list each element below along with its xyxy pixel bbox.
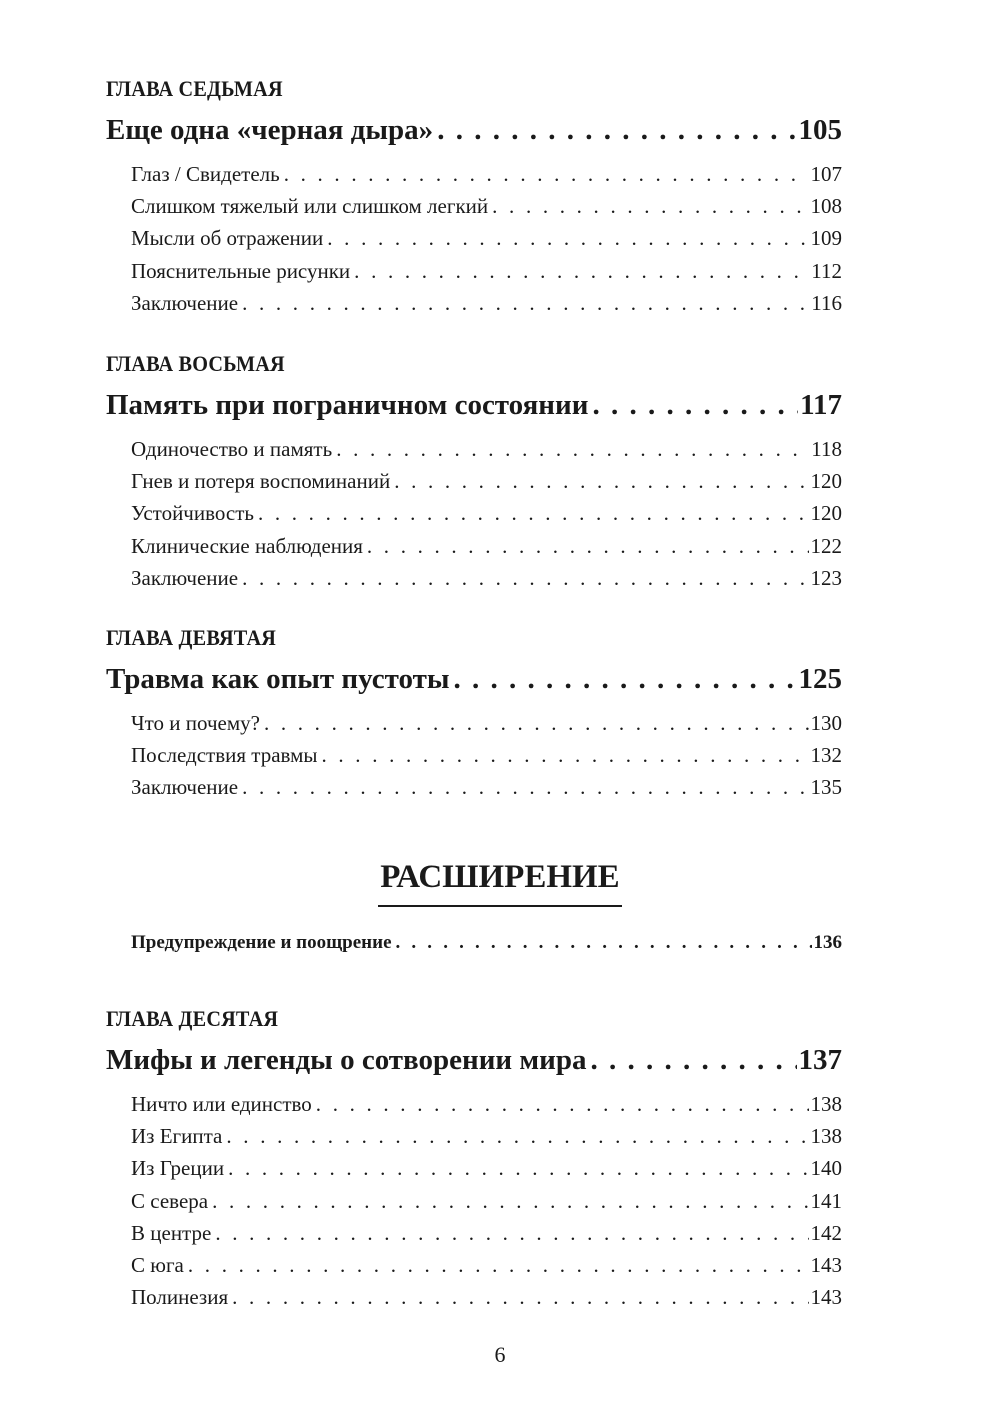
dot-leader (284, 158, 809, 190)
entry-title: Заключение (131, 565, 239, 590)
toc-entry[interactable] (131, 707, 842, 739)
page-ref: 135 (810, 775, 842, 800)
toc-entry[interactable] (131, 255, 842, 287)
dot-leader (258, 497, 809, 529)
toc-entry[interactable] (131, 1217, 842, 1249)
page-ref: 125 (798, 663, 842, 695)
part-intro (106, 928, 842, 958)
dot-leader (316, 1088, 809, 1120)
toc-entry[interactable] (131, 433, 842, 465)
dot-leader (327, 222, 808, 254)
chapter-title-entry[interactable] (106, 385, 842, 425)
chapter-title: Травма как опыт пустоты (106, 663, 450, 695)
dot-leader (592, 385, 798, 425)
dot-leader (212, 1185, 808, 1217)
entry-title: Глаз / Свидетель (131, 162, 280, 186)
dot-leader (437, 110, 796, 150)
entry-title: Заключение (131, 290, 239, 315)
section-list (106, 707, 842, 804)
dot-leader (396, 928, 812, 958)
page-ref: 118 (811, 437, 842, 461)
chapter-ten (106, 1004, 842, 1313)
toc-entry[interactable] (131, 1120, 842, 1152)
page-ref: 132 (810, 743, 842, 768)
toc-entry[interactable] (131, 562, 842, 594)
chapter-title-entry[interactable] (106, 659, 842, 699)
entry-title: Пояснительные рисунки (131, 258, 351, 283)
toc-entry[interactable] (131, 287, 842, 319)
dot-leader (322, 739, 809, 771)
section-list (106, 1088, 842, 1313)
toc-entry[interactable] (131, 739, 842, 771)
dot-leader (590, 1040, 796, 1080)
page-ref: 122 (810, 533, 842, 558)
page-ref: 117 (800, 389, 842, 421)
toc-entry[interactable] (131, 1185, 842, 1217)
dot-leader (228, 1152, 808, 1184)
section-list (106, 158, 842, 319)
entry-title: Устойчивость (131, 501, 254, 526)
dot-leader (215, 1217, 808, 1249)
page-ref: 112 (811, 258, 842, 283)
chapter-eight (106, 349, 842, 594)
page-ref: 107 (810, 162, 842, 186)
toc-entry[interactable] (131, 530, 842, 562)
entry-title: Мысли об отражении (131, 226, 324, 251)
page-ref: 143 (810, 1285, 842, 1310)
entry-title: Слишком тяжелый или слишком легкий (131, 194, 489, 219)
dot-leader (336, 433, 809, 465)
chapter-label: ГЛАВА ДЕСЯТАЯ (106, 1006, 279, 1031)
page-ref: 120 (810, 469, 842, 494)
page-ref: 116 (811, 290, 842, 315)
page-ref: 120 (810, 501, 842, 526)
chapter-title-entry[interactable] (106, 1040, 842, 1080)
page-ref: 123 (810, 565, 842, 590)
chapter-label: ГЛАВА ВОСЬМАЯ (106, 351, 285, 376)
page-ref: 105 (798, 114, 842, 146)
page-ref: 143 (810, 1252, 842, 1277)
entry-title: Из Египта (131, 1124, 223, 1149)
chapter-label: ГЛАВА ДЕВЯТАЯ (106, 625, 277, 650)
page-ref: 130 (810, 711, 842, 735)
entry-title: С юга (131, 1252, 184, 1277)
dot-leader (354, 255, 809, 287)
page-number: 6 (494, 1342, 506, 1367)
entry-title: С севера (131, 1188, 209, 1213)
dot-leader (242, 287, 809, 319)
entry-title: Что и почему? (131, 711, 260, 735)
part-heading (0, 855, 1000, 907)
entry-title: Гнев и потеря воспоминаний (131, 469, 391, 494)
dot-leader (232, 1281, 808, 1313)
entry-title: Ничто или единство (131, 1092, 312, 1116)
part-title: РАСШИРЕНИЕ (378, 855, 621, 907)
page-ref: 137 (798, 1044, 842, 1076)
dot-leader (394, 465, 808, 497)
toc-entry[interactable] (131, 1249, 842, 1281)
chapter-seven (106, 74, 842, 319)
toc-entry[interactable] (131, 158, 842, 190)
toc-entry[interactable] (131, 771, 842, 803)
section-list (106, 433, 842, 594)
entry-title: Из Греции (131, 1156, 225, 1181)
chapter-title-entry[interactable] (106, 110, 842, 150)
chapter-label: ГЛАВА СЕДЬМАЯ (106, 76, 283, 101)
page-ref: 109 (810, 226, 842, 251)
entry-title: В центре (131, 1220, 212, 1245)
page-ref: 138 (810, 1124, 842, 1149)
entry-title: Последствия травмы (131, 743, 318, 768)
page-ref: 141 (810, 1188, 842, 1213)
toc-entry[interactable] (131, 222, 842, 254)
dot-leader (242, 562, 808, 594)
entry-title: Предупреждение и поощрение (131, 932, 392, 953)
toc-entry[interactable] (131, 1088, 842, 1120)
toc-entry[interactable] (131, 928, 842, 958)
chapter-title: Мифы и легенды о сотворении мира (106, 1044, 587, 1076)
chapter-title: Еще одна «черная дыра» (106, 114, 434, 146)
entry-title: Полинезия (131, 1285, 229, 1310)
dot-leader (242, 771, 808, 803)
chapter-title: Память при пограничном состоянии (106, 389, 589, 421)
toc-entry[interactable] (131, 1281, 842, 1313)
toc-entry[interactable] (131, 465, 842, 497)
dot-leader (453, 659, 796, 699)
dot-leader (226, 1120, 808, 1152)
entry-title: Заключение (131, 775, 239, 800)
page-ref: 142 (810, 1220, 842, 1245)
dot-leader (188, 1249, 809, 1281)
chapter-nine (106, 623, 842, 804)
entry-title: Клинические наблюдения (131, 533, 363, 558)
page-ref: 140 (810, 1156, 842, 1181)
page-ref: 138 (810, 1092, 842, 1116)
toc-entry[interactable] (131, 190, 842, 222)
page-ref: 136 (813, 932, 842, 953)
page-ref: 108 (810, 194, 842, 219)
dot-leader (264, 707, 809, 739)
entry-title: Одиночество и память (131, 437, 333, 461)
dot-leader (367, 530, 809, 562)
toc-entry[interactable] (131, 1152, 842, 1184)
toc-entry[interactable] (131, 497, 842, 529)
dot-leader (492, 190, 808, 222)
